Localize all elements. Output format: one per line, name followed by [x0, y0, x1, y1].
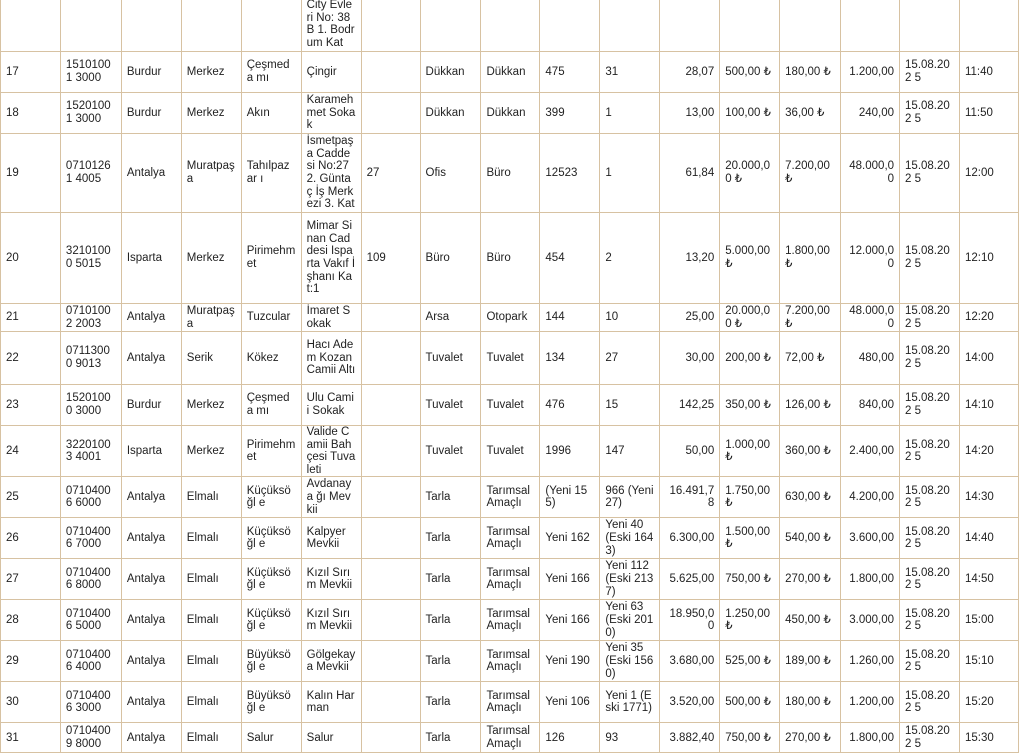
cell-no: 23	[1, 385, 61, 426]
cell-rent: 750,00 ₺	[720, 723, 780, 753]
cell-number	[361, 0, 420, 52]
cell-total: 12.000,00	[841, 213, 900, 304]
cell-time: 14:50	[959, 559, 1018, 600]
cell-time: 14:20	[959, 426, 1018, 477]
table-row	[1, 332, 1019, 385]
cell-neighborhood: Pirimehm et	[241, 426, 301, 477]
cell-rent: 5.000,00 ₺	[720, 213, 780, 304]
cell-neighborhood: Büyüksöğl e	[241, 641, 301, 682]
cell-neighborhood: Tahılpazar ı	[241, 134, 301, 213]
cell-code: 15101001 3000	[60, 52, 121, 93]
cell-number	[361, 426, 420, 477]
cell-date: 15.08.202 5	[900, 385, 960, 426]
cell-address: Avdanaya ğı Mevkii	[301, 477, 361, 518]
cell-rent: 200,00 ₺	[720, 332, 780, 385]
cell-area: 25,00	[660, 304, 720, 332]
cell-date: 15.08.202 5	[900, 304, 960, 332]
table-row	[1, 600, 1019, 641]
cell-total: 1.800,00	[841, 723, 900, 753]
table-row	[1, 93, 1019, 134]
cell-date: 15.08.202 5	[900, 723, 960, 753]
cell-type: Dükkan	[420, 93, 481, 134]
cell-date: 15.08.202 5	[900, 52, 960, 93]
cell-no: 21	[1, 304, 61, 332]
table-row	[1, 723, 1019, 753]
cell-block	[540, 0, 600, 52]
cell-total: 1.200,00	[841, 52, 900, 93]
cell-district: Elmalı	[181, 477, 241, 518]
cell-address: City Evleri No: 38B 1. Bodrum Kat	[301, 0, 361, 52]
cell-date: 15.08.202 5	[900, 134, 960, 213]
cell-time: 12:10	[959, 213, 1018, 304]
cell-code: 07104006 7000	[60, 518, 121, 559]
cell-deposit: 126,00 ₺	[780, 385, 841, 426]
cell-district: Elmalı	[181, 682, 241, 723]
cell-deposit: 72,00 ₺	[780, 332, 841, 385]
cell-type: Ofis	[420, 134, 481, 213]
cell-time: 15:20	[959, 682, 1018, 723]
cell-code: 32201003 4001	[60, 426, 121, 477]
table-row	[1, 426, 1019, 477]
cell-neighborhood	[241, 0, 301, 52]
cell-type: Tarla	[420, 641, 481, 682]
cell-number: 27	[361, 134, 420, 213]
cell-total: 480,00	[841, 332, 900, 385]
cell-use: Büro	[481, 134, 540, 213]
cell-time: 15:00	[959, 600, 1018, 641]
cell-deposit: 270,00 ₺	[780, 723, 841, 753]
table-row	[1, 641, 1019, 682]
cell-block: 476	[540, 385, 600, 426]
cell-district: Merkez	[181, 93, 241, 134]
cell-time: 11:50	[959, 93, 1018, 134]
cell-province: Antalya	[121, 134, 181, 213]
cell-area: 13,00	[660, 93, 720, 134]
table-row-partial	[1, 0, 1019, 52]
cell-no: 25	[1, 477, 61, 518]
cell-rent: 1.250,00 ₺	[720, 600, 780, 641]
cell-number	[361, 682, 420, 723]
cell-block: Yeni 190	[540, 641, 600, 682]
cell-total	[841, 0, 900, 52]
cell-type	[420, 0, 481, 52]
cell-district: Merkez	[181, 52, 241, 93]
cell-date: 15.08.202 5	[900, 93, 960, 134]
cell-area: 16.491,78	[660, 477, 720, 518]
cell-address: Kızıl Sırım Mevkii	[301, 600, 361, 641]
cell-parcel: Yeni 112 (Eski 2137)	[600, 559, 660, 600]
cell-rent: 100,00 ₺	[720, 93, 780, 134]
cell-type: Büro	[420, 213, 481, 304]
cell-neighborhood: Tuzcular	[241, 304, 301, 332]
cell-rent: 1.000,00 ₺	[720, 426, 780, 477]
cell-parcel: 1	[600, 93, 660, 134]
cell-number	[361, 641, 420, 682]
cell-no	[1, 0, 61, 52]
cell-parcel: 15	[600, 385, 660, 426]
cell-province: Antalya	[121, 332, 181, 385]
cell-block: Yeni 106	[540, 682, 600, 723]
cell-rent: 20.000,00 ₺	[720, 304, 780, 332]
cell-block: 454	[540, 213, 600, 304]
cell-total: 2.400,00	[841, 426, 900, 477]
cell-type: Tarla	[420, 559, 481, 600]
cell-time: 12:20	[959, 304, 1018, 332]
cell-neighborhood: Akın	[241, 93, 301, 134]
cell-total: 240,00	[841, 93, 900, 134]
cell-area	[660, 0, 720, 52]
cell-district: Serik	[181, 332, 241, 385]
table-body	[1, 0, 1019, 753]
cell-neighborhood: Kökez	[241, 332, 301, 385]
cell-province: Antalya	[121, 723, 181, 753]
table-row	[1, 385, 1019, 426]
cell-address: Hacı Adem Kozan Camii Altı	[301, 332, 361, 385]
cell-district	[181, 0, 241, 52]
cell-district: Elmalı	[181, 600, 241, 641]
cell-area: 18.950,00	[660, 600, 720, 641]
cell-code: 07104006 6000	[60, 477, 121, 518]
cell-province: Burdur	[121, 52, 181, 93]
cell-parcel: 1	[600, 134, 660, 213]
cell-total: 48.000,00	[841, 304, 900, 332]
cell-number	[361, 93, 420, 134]
cell-type: Tuvalet	[420, 426, 481, 477]
cell-code: 07104006 8000	[60, 559, 121, 600]
cell-block: (Yeni 155)	[540, 477, 600, 518]
cell-rent: 500,00 ₺	[720, 682, 780, 723]
cell-deposit	[780, 0, 841, 52]
cell-address: Kalpyer Mevkii	[301, 518, 361, 559]
cell-time: 14:30	[959, 477, 1018, 518]
cell-block: 475	[540, 52, 600, 93]
cell-number	[361, 304, 420, 332]
cell-neighborhood: Küçüksöğl e	[241, 477, 301, 518]
cell-area: 3.680,00	[660, 641, 720, 682]
table-row	[1, 304, 1019, 332]
cell-deposit: 270,00 ₺	[780, 559, 841, 600]
cell-address: Çingir	[301, 52, 361, 93]
cell-type: Dükkan	[420, 52, 481, 93]
cell-address: İsmetpaşa Caddesi No:27 2. Güntaç İş Merkezi 3. Kat	[301, 134, 361, 213]
cell-district: Elmalı	[181, 641, 241, 682]
cell-province: Isparta	[121, 426, 181, 477]
cell-address: İmaret Sokak	[301, 304, 361, 332]
cell-block: 1996	[540, 426, 600, 477]
cell-number	[361, 559, 420, 600]
cell-province: Antalya	[121, 641, 181, 682]
cell-province: Antalya	[121, 682, 181, 723]
cell-block: 144	[540, 304, 600, 332]
cell-area: 5.625,00	[660, 559, 720, 600]
cell-district: Elmalı	[181, 723, 241, 753]
cell-use: Tuvalet	[481, 332, 540, 385]
cell-province: Burdur	[121, 93, 181, 134]
cell-block: 126	[540, 723, 600, 753]
cell-use: Otopark	[481, 304, 540, 332]
cell-neighborhood: Çeşmeda mı	[241, 52, 301, 93]
cell-district: Muratpaşa	[181, 304, 241, 332]
cell-block: Yeni 162	[540, 518, 600, 559]
cell-use: Tarımsal Amaçlı	[481, 723, 540, 753]
cell-time: 15:10	[959, 641, 1018, 682]
cell-code: 07104006 5000	[60, 600, 121, 641]
cell-total: 4.200,00	[841, 477, 900, 518]
cell-district: Elmalı	[181, 518, 241, 559]
cell-use: Tarımsal Amaçlı	[481, 518, 540, 559]
cell-parcel: 93	[600, 723, 660, 753]
cell-rent: 1.750,00 ₺	[720, 477, 780, 518]
cell-area: 6.300,00	[660, 518, 720, 559]
cell-time: 12:00	[959, 134, 1018, 213]
cell-neighborhood: Salur	[241, 723, 301, 753]
table-row	[1, 477, 1019, 518]
cell-use: Tuvalet	[481, 426, 540, 477]
cell-date: 15.08.202 5	[900, 559, 960, 600]
cell-no: 26	[1, 518, 61, 559]
cell-neighborhood: Küçüksöğl e	[241, 518, 301, 559]
cell-number	[361, 332, 420, 385]
cell-code: 32101000 5015	[60, 213, 121, 304]
cell-no: 30	[1, 682, 61, 723]
cell-province: Antalya	[121, 518, 181, 559]
cell-total: 3.600,00	[841, 518, 900, 559]
cell-address: Karameh met Sokak	[301, 93, 361, 134]
cell-total: 840,00	[841, 385, 900, 426]
cell-neighborhood: Çeşmeda mı	[241, 385, 301, 426]
table-row	[1, 134, 1019, 213]
cell-date: 15.08.202 5	[900, 600, 960, 641]
cell-area: 13,20	[660, 213, 720, 304]
cell-district: Merkez	[181, 385, 241, 426]
cell-total: 1.260,00	[841, 641, 900, 682]
cell-area: 61,84	[660, 134, 720, 213]
cell-deposit: 630,00 ₺	[780, 477, 841, 518]
cell-time: 15:30	[959, 723, 1018, 753]
table-row	[1, 682, 1019, 723]
cell-total: 1.800,00	[841, 559, 900, 600]
cell-block: Yeni 166	[540, 559, 600, 600]
cell-date: 15.08.202 5	[900, 332, 960, 385]
cell-deposit: 189,00 ₺	[780, 641, 841, 682]
cell-parcel: Yeni 40 (Eski 1643)	[600, 518, 660, 559]
cell-block: 399	[540, 93, 600, 134]
cell-no: 24	[1, 426, 61, 477]
cell-number	[361, 385, 420, 426]
cell-time: 14:40	[959, 518, 1018, 559]
cell-total: 3.000,00	[841, 600, 900, 641]
cell-district: Elmalı	[181, 559, 241, 600]
cell-parcel	[600, 0, 660, 52]
cell-parcel: Yeni 63 (Eski 2010)	[600, 600, 660, 641]
cell-deposit: 180,00 ₺	[780, 52, 841, 93]
cell-province	[121, 0, 181, 52]
cell-use: Tarımsal Amaçlı	[481, 682, 540, 723]
cell-total: 1.200,00	[841, 682, 900, 723]
cell-province: Burdur	[121, 385, 181, 426]
cell-use: Büro	[481, 213, 540, 304]
cell-no: 29	[1, 641, 61, 682]
cell-number	[361, 477, 420, 518]
cell-rent: 1.500,00 ₺	[720, 518, 780, 559]
cell-block: 12523	[540, 134, 600, 213]
cell-rent: 750,00 ₺	[720, 559, 780, 600]
cell-no: 31	[1, 723, 61, 753]
cell-parcel: Yeni 1 (Eski 1771)	[600, 682, 660, 723]
cell-address: Mimar Sinan Caddesi Isparta Vakıf İşhanı Kat:1	[301, 213, 361, 304]
cell-code	[60, 0, 121, 52]
cell-no: 28	[1, 600, 61, 641]
cell-rent: 20.000,00 ₺	[720, 134, 780, 213]
table-row	[1, 559, 1019, 600]
cell-block: Yeni 166	[540, 600, 600, 641]
cell-rent	[720, 0, 780, 52]
cell-use: Tarımsal Amaçlı	[481, 477, 540, 518]
cell-neighborhood: Küçüksöğl e	[241, 600, 301, 641]
cell-area: 50,00	[660, 426, 720, 477]
cell-type: Tarla	[420, 477, 481, 518]
cell-time: 14:10	[959, 385, 1018, 426]
cell-number	[361, 600, 420, 641]
cell-date: 15.08.202 5	[900, 477, 960, 518]
cell-district: Merkez	[181, 426, 241, 477]
cell-type: Tuvalet	[420, 332, 481, 385]
cell-rent: 525,00 ₺	[720, 641, 780, 682]
cell-province: Antalya	[121, 477, 181, 518]
cell-type: Arsa	[420, 304, 481, 332]
cell-date	[900, 0, 960, 52]
cell-date: 15.08.202 5	[900, 641, 960, 682]
cell-area: 30,00	[660, 332, 720, 385]
cell-parcel: 31	[600, 52, 660, 93]
cell-parcel: 147	[600, 426, 660, 477]
cell-deposit: 450,00 ₺	[780, 600, 841, 641]
cell-code: 07104006 4000	[60, 641, 121, 682]
cell-date: 15.08.202 5	[900, 682, 960, 723]
table-row	[1, 518, 1019, 559]
cell-no: 27	[1, 559, 61, 600]
cell-type: Tarla	[420, 682, 481, 723]
cell-parcel: 27	[600, 332, 660, 385]
cell-number	[361, 52, 420, 93]
cell-use: Tarımsal Amaçlı	[481, 600, 540, 641]
cell-code: 15201001 3000	[60, 93, 121, 134]
cell-use: Tuvalet	[481, 385, 540, 426]
cell-no: 22	[1, 332, 61, 385]
cell-number: 109	[361, 213, 420, 304]
cell-code: 07104006 3000	[60, 682, 121, 723]
cell-type: Tuvalet	[420, 385, 481, 426]
cell-area: 28,07	[660, 52, 720, 93]
cell-type: Tarla	[420, 600, 481, 641]
cell-code: 07101261 4005	[60, 134, 121, 213]
cell-use: Tarımsal Amaçlı	[481, 641, 540, 682]
cell-number	[361, 518, 420, 559]
cell-use: Tarımsal Amaçlı	[481, 559, 540, 600]
cell-province: Antalya	[121, 559, 181, 600]
cell-date: 15.08.202 5	[900, 426, 960, 477]
cell-date: 15.08.202 5	[900, 518, 960, 559]
table-row	[1, 213, 1019, 304]
cell-code: 07101002 2003	[60, 304, 121, 332]
cell-deposit: 7.200,00 ₺	[780, 304, 841, 332]
cell-code: 15201000 3000	[60, 385, 121, 426]
cell-neighborhood: Pirimehm et	[241, 213, 301, 304]
cell-date: 15.08.202 5	[900, 213, 960, 304]
cell-use	[481, 0, 540, 52]
cell-use: Dükkan	[481, 52, 540, 93]
table-row	[1, 52, 1019, 93]
cell-address: Salur	[301, 723, 361, 753]
cell-deposit: 180,00 ₺	[780, 682, 841, 723]
cell-total: 48.000,00	[841, 134, 900, 213]
cell-district: Merkez	[181, 213, 241, 304]
cell-parcel: 10	[600, 304, 660, 332]
cell-use: Dükkan	[481, 93, 540, 134]
cell-time: 14:00	[959, 332, 1018, 385]
cell-deposit: 36,00 ₺	[780, 93, 841, 134]
cell-address: Kızıl Sırım Mevkii	[301, 559, 361, 600]
cell-district: Muratpaşa	[181, 134, 241, 213]
cell-no: 20	[1, 213, 61, 304]
cell-area: 142,25	[660, 385, 720, 426]
cell-time: 11:40	[959, 52, 1018, 93]
cell-rent: 350,00 ₺	[720, 385, 780, 426]
cell-parcel: 966 (Yeni 27)	[600, 477, 660, 518]
cell-block: 134	[540, 332, 600, 385]
cell-area: 3.520,00	[660, 682, 720, 723]
cell-deposit: 360,00 ₺	[780, 426, 841, 477]
cell-no: 19	[1, 134, 61, 213]
cell-code: 07113000 9013	[60, 332, 121, 385]
cell-neighborhood: Büyüksöğl e	[241, 682, 301, 723]
cell-province: Antalya	[121, 600, 181, 641]
cell-address: Gölgekay a Mevkii	[301, 641, 361, 682]
cell-address: Valide Camii Bahçesi Tuvaleti	[301, 426, 361, 477]
cell-address: Ulu Camii Sokak	[301, 385, 361, 426]
cell-address: Kalın Harman	[301, 682, 361, 723]
cell-no: 18	[1, 93, 61, 134]
cell-parcel: 2	[600, 213, 660, 304]
cell-area: 3.882,40	[660, 723, 720, 753]
cell-province: Isparta	[121, 213, 181, 304]
cell-type: Tarla	[420, 723, 481, 753]
cell-type: Tarla	[420, 518, 481, 559]
cell-province: Antalya	[121, 304, 181, 332]
cell-number	[361, 723, 420, 753]
cell-deposit: 7.200,00 ₺	[780, 134, 841, 213]
cell-deposit: 1.800,00 ₺	[780, 213, 841, 304]
cell-deposit: 540,00 ₺	[780, 518, 841, 559]
cell-code: 07104009 8000	[60, 723, 121, 753]
cell-time	[959, 0, 1018, 52]
cell-rent: 500,00 ₺	[720, 52, 780, 93]
cell-neighborhood: Küçüksöğl e	[241, 559, 301, 600]
cell-parcel: Yeni 35 (Eski 1560)	[600, 641, 660, 682]
cell-no: 17	[1, 52, 61, 93]
